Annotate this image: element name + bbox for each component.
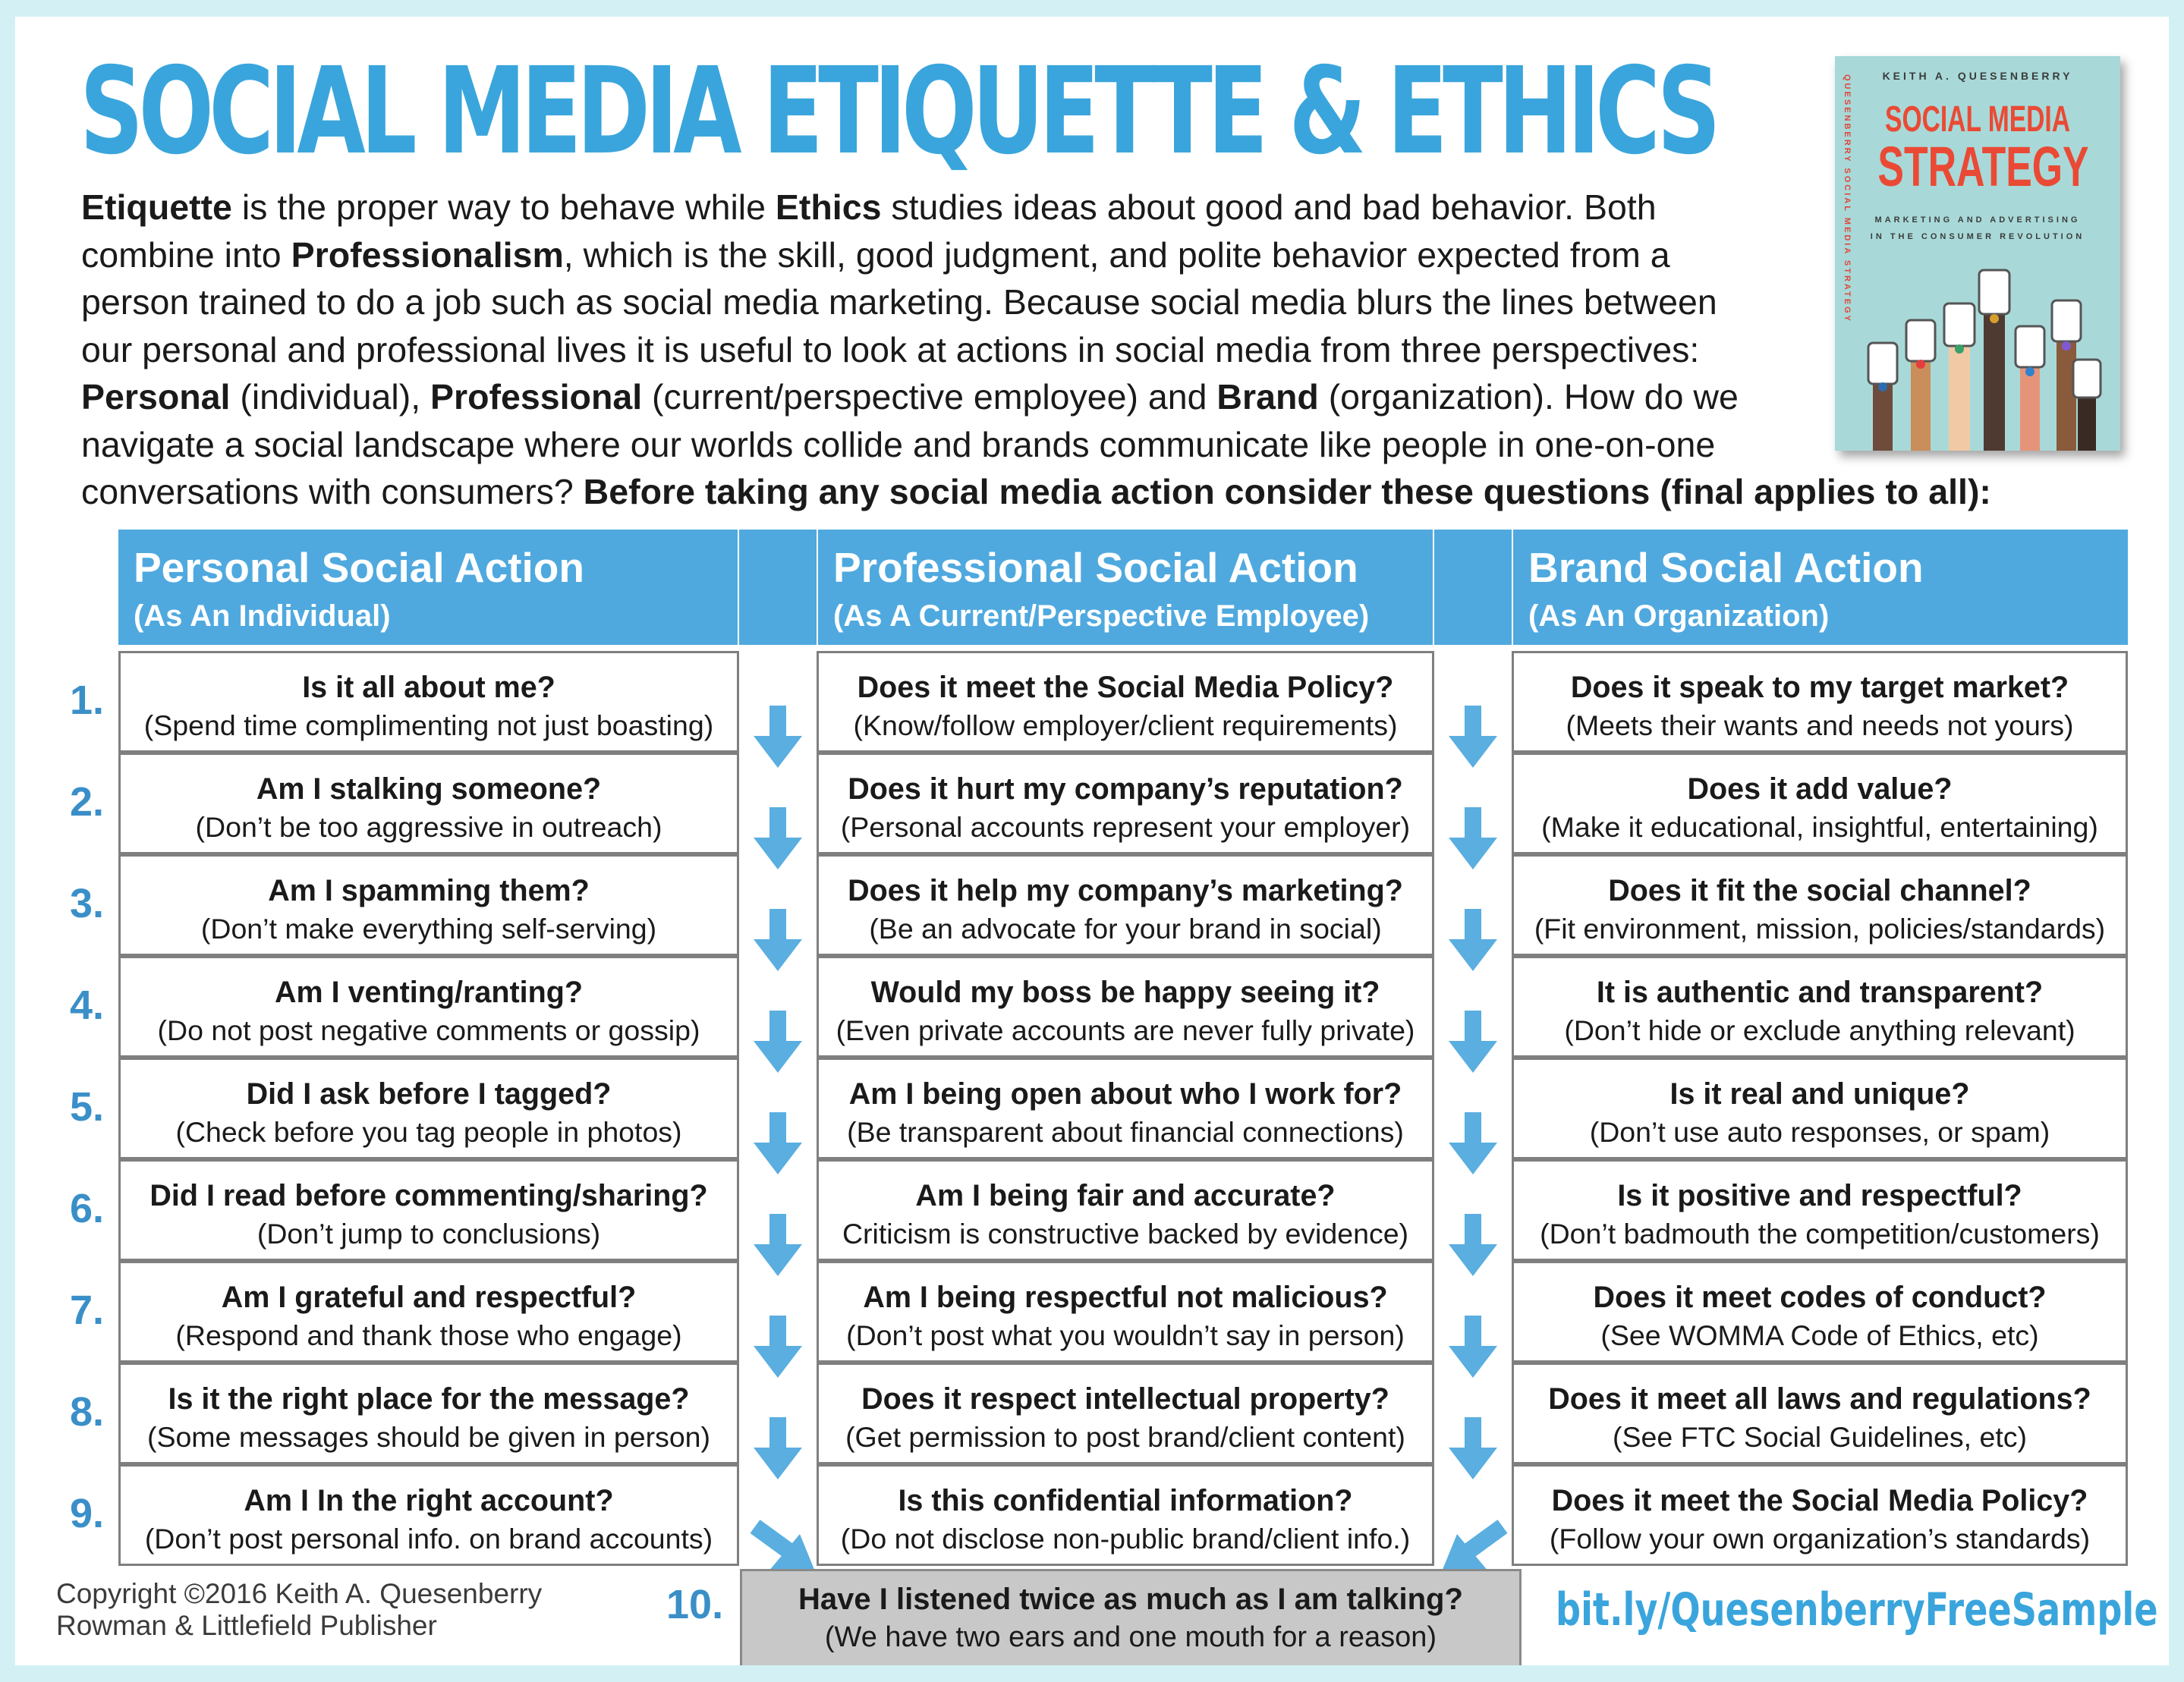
page-title: SOCIAL MEDIA ETIQUETTE & ETHICS	[80, 42, 1717, 181]
professional-question-9: Is this confidential information? (Do not disclose non-public brand/client info.)	[817, 1464, 1434, 1566]
brand-question-7: Does it meet codes of conduct? (See WOMMA Code of Ethics, etc)	[1512, 1261, 2128, 1363]
brand-question-1: Does it speak to my target market? (Meets their wants and needs not yours)	[1512, 651, 2128, 753]
book-spine-text: QUESENBERRY SOCIAL MEDIA STRATEGY	[1843, 74, 1852, 323]
term-professionalism: Professionalism	[291, 234, 564, 275]
book-author: KEITH A. QUESENBERRY	[1882, 70, 2073, 82]
row-number: 1.	[70, 678, 105, 723]
term-professional: Professional	[430, 377, 643, 417]
arrow-column-1	[754, 706, 802, 1479]
professional-question-8: Does it respect intellectual property? (Get permission to post brand/client content)	[817, 1363, 1434, 1464]
arrow-column-2	[1449, 706, 1497, 1479]
sample-link[interactable]: bit.ly/QuesenberryFreeSample	[1556, 1583, 2158, 1636]
final-number: 10.	[666, 1582, 724, 1627]
row-number: 9.	[70, 1491, 105, 1536]
infographic	[15, 17, 2169, 1665]
personal-question-3: Am I spamming them? (Don’t make everything self-serving)	[118, 854, 739, 956]
term-personal: Personal	[81, 377, 231, 417]
brand-question-8: Does it meet all laws and regulations? (See FTC Social Guidelines, etc)	[1512, 1363, 2128, 1464]
row-number: 5.	[70, 1084, 105, 1130]
personal-question-4: Am I venting/ranting? (Do not post negative comments or gossip)	[118, 956, 739, 1058]
term-ethics: Ethics	[775, 187, 882, 227]
final-question-box	[740, 1569, 1522, 1665]
personal-question-2: Am I stalking someone? (Don’t be too aggressive in outreach)	[118, 753, 739, 854]
header-personal-subtitle: (As An Individual)	[134, 599, 391, 633]
final-question-note: (We have two ears and one mouth for a reason)	[824, 1621, 1437, 1653]
row-number: 3.	[70, 881, 105, 926]
brand-question-2: Does it add value? (Make it educational, insightful, entertaining)	[1512, 753, 2128, 854]
intro-text: Etiquette is the proper way to behave while Ethics studies ideas about good and bad behavior. Both combine into Professionalism, which is the skill, good judgment, and polite behavior expected from a person trained to do a job such as social media marketing. Because social media blurs the lines between our personal and professional lives it is useful to look at actions in social media from three perspectives: Personal (individual), Professional (current/perspective employee) and Brand (organization). How do we navigate a social landscape where our worlds collide and brands communicate like people in one-on-one conversations with consumers? Before taking any social media action consider these questions (final applies to all):	[81, 187, 1991, 511]
personal-question-9: Am I In the right account? (Don’t post personal info. on brand accounts)	[118, 1464, 739, 1566]
professional-question-2: Does it hurt my company’s reputation? (Personal accounts represent your employer)	[817, 753, 1434, 854]
copyright-notice	[56, 1578, 542, 1642]
header-brand-subtitle: (As An Organization)	[1528, 599, 1830, 633]
book-subtitle: MARKETING AND ADVERTISING IN THE CONSUMER REVOLUTION	[1870, 215, 2085, 241]
professional-question-6: Am I being fair and accurate? Criticism is constructive backed by evidence)	[817, 1159, 1434, 1261]
diagonal-arrow-left	[755, 1526, 817, 1575]
personal-question-7: Am I grateful and respectful? (Respond and thank those who engage)	[118, 1261, 739, 1363]
brand-question-4: It is authentic and transparent? (Don’t hide or exclude anything relevant)	[1512, 956, 2128, 1058]
brand-question-6: Is it positive and respectful? (Don’t badmouth the competition/customers)	[1512, 1159, 2128, 1261]
header-brand-title: Brand Social Action	[1528, 544, 1924, 591]
book-title-line2: STRATEGY	[1877, 135, 2089, 198]
professional-question-7: Am I being respectful not malicious? (Don’t post what you wouldn’t say in person)	[817, 1261, 1434, 1363]
row-number: 6.	[70, 1186, 105, 1231]
personal-question-6: Did I read before commenting/sharing? (Don’t jump to conclusions)	[118, 1159, 739, 1261]
brand-question-3: Does it fit the social channel? (Fit environment, mission, policies/standards)	[1512, 854, 2128, 956]
flow-arrows	[15, 17, 2169, 1665]
professional-question-1: Does it meet the Social Media Policy? (Know/follow employer/client requirements)	[817, 651, 1434, 753]
brand-question-9: Does it meet the Social Media Policy? (Follow your own organization’s standards)	[1512, 1464, 2128, 1566]
professional-question-5: Am I being open about who I work for? (Be transparent about financial connections)	[817, 1058, 1434, 1159]
header-professional-subtitle: (As A Current/Perspective Employee)	[833, 599, 1370, 633]
header-professional-title: Professional Social Action	[833, 544, 1358, 591]
personal-question-8: Is it the right place for the message? (Some messages should be given in person)	[118, 1363, 739, 1464]
row-number: 8.	[70, 1389, 105, 1435]
intro-instruction: Before taking any social media action consider these questions (final applies to all):	[583, 472, 1991, 511]
professional-question-4: Would my boss be happy seeing it? (Even private accounts are never fully private)	[817, 956, 1434, 1058]
row-number: 7.	[70, 1287, 105, 1333]
term-etiquette: Etiquette	[81, 187, 232, 227]
publisher-line: Rowman & Littlefield Publisher	[56, 1610, 437, 1641]
header-personal-title: Personal Social Action	[134, 544, 584, 591]
book-title-line1: SOCIAL MEDIA	[1885, 99, 2070, 140]
row-number: 4.	[70, 982, 105, 1028]
brand-question-5: Is it real and unique? (Don’t use auto responses, or spam)	[1512, 1058, 2128, 1159]
personal-question-5: Did I ask before I tagged? (Check before you tag people in photos)	[118, 1058, 739, 1159]
copyright-line: Copyright ©2016 Keith A. Quesenberry	[56, 1578, 543, 1609]
professional-question-3: Does it help my company’s marketing? (Be an advocate for your brand in social)	[817, 854, 1434, 956]
final-question: Have I listened twice as much as I am talking?	[798, 1583, 1463, 1616]
personal-question-1: Is it all about me? (Spend time complimenting not just boasting)	[118, 651, 739, 753]
term-brand: Brand	[1216, 377, 1319, 417]
row-number: 2.	[70, 779, 105, 825]
diagonal-arrow-right	[1440, 1526, 1503, 1575]
